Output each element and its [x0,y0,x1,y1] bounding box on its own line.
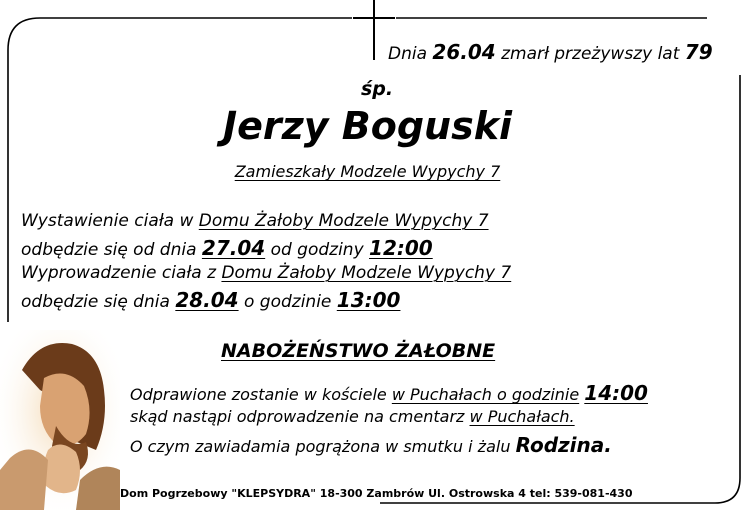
procession-time: 13:00 [336,288,401,312]
procession-date-prefix: odbędzie się dnia [21,292,170,312]
cemetery-prefix: skąd nastąpi odprowadzenie na cmentarz [130,407,465,426]
viewing-place: Domu Żałoby Modzele Wypychy 7 [198,211,489,231]
residence: Zamieszkały Modzele Wypychy 7 [234,162,501,181]
procession-place: Domu Żałoby Modzele Wypychy 7 [221,263,512,283]
procession-time-prefix: o godzinie [243,292,332,312]
service-line-1 [130,381,648,405]
schedule-line-1 [21,211,489,231]
age: 79 [684,40,713,64]
death-middle-text: zmarł przeżywszy lat [501,44,680,64]
death-info [388,40,713,64]
notice-prefix: O czym zawiadamia pogrążona w smutku i żalu [130,437,511,456]
service-heading: NABOŻEŃSTWO ŻAŁOBNE [221,340,496,362]
procession-date: 28.04 [175,288,239,312]
praying-figure-icon [0,330,120,510]
viewing-time: 12:00 [369,236,433,260]
deceased-name: Jerzy Boguski [222,104,512,148]
footer-funeral-home: Dom Pogrzebowy "KLEPSYDRA" 18-300 Zambrów Ul. Ostrowska 4 tel: 539-081-430 [120,487,633,500]
salutation: śp. [361,78,394,100]
church-prefix: Odprawione zostanie w kościele [130,385,387,404]
viewing-date-prefix: odbędzie się od dnia [21,240,197,260]
date-of-death: 26.04 [432,40,496,64]
viewing-time-prefix: od godziny [270,240,364,260]
viewing-date: 27.04 [201,236,266,260]
family-signature: Rodzina. [515,433,612,457]
mass-time: 14:00 [584,381,648,405]
cemetery-place: w Puchałach. [469,407,575,426]
schedule-line-3 [21,263,511,283]
day-prefix: Dnia [388,44,428,64]
church-place: w Puchałach o godzinie [391,385,580,404]
schedule-line-2 [21,236,433,260]
schedule-line-4 [21,288,400,312]
viewing-prefix: Wystawienie ciała w [21,211,194,231]
service-line-2 [130,407,575,426]
service-line-3 [130,433,612,457]
procession-prefix: Wyprowadzenie ciała z [21,263,217,283]
